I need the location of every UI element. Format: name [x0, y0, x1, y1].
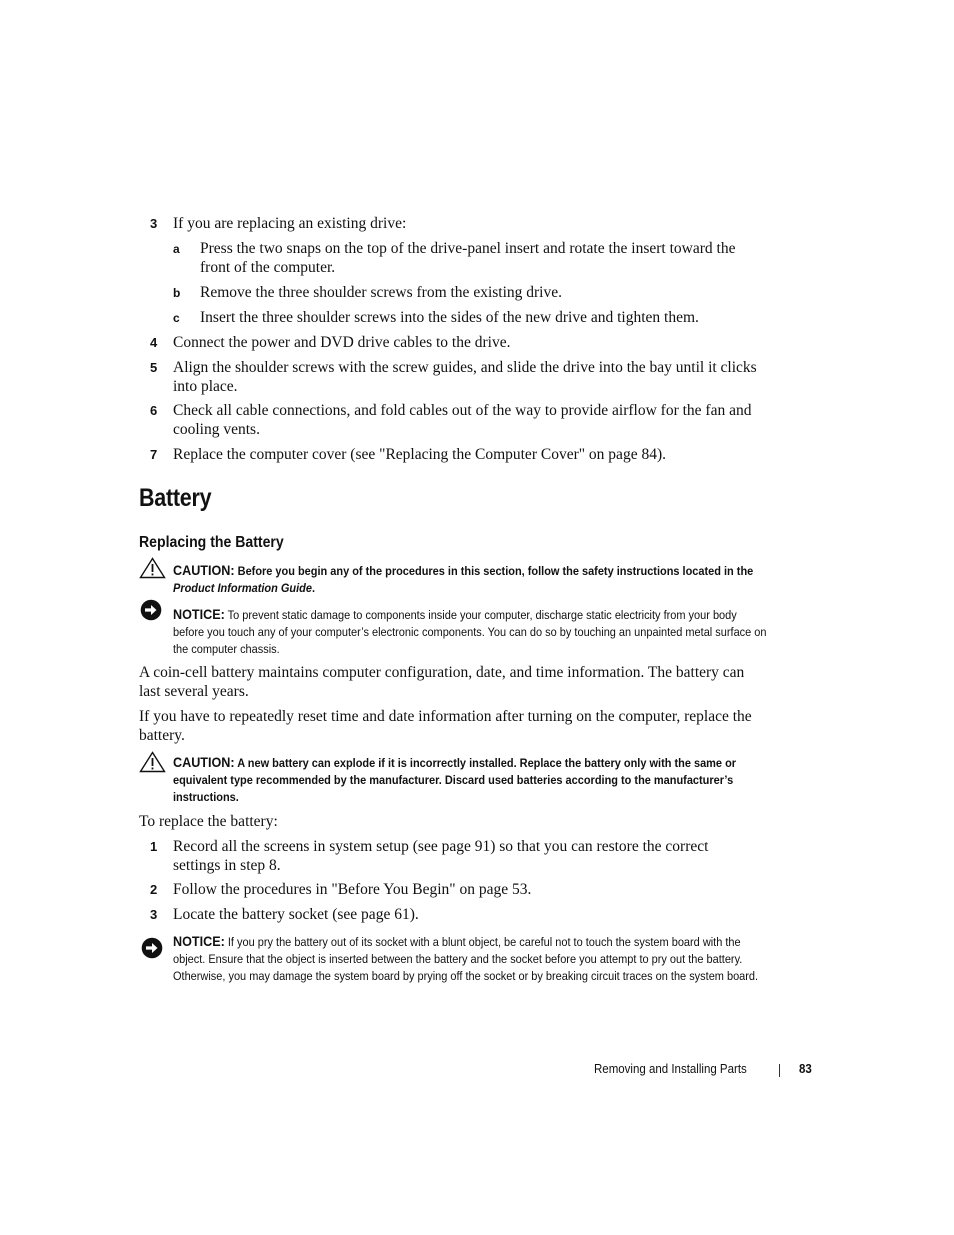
step-number: 3 [150, 216, 158, 231]
footer-separator [779, 1064, 780, 1077]
paragraph: A coin-cell battery maintains computer configuration, date, and time information. The battery can last several years. [139, 664, 745, 700]
step-text: Align the shoulder screws with the screw guides, and slide the drive into the bay until it clicks into place. [173, 359, 757, 395]
step-text: Record all the screens in system setup (see page 91) so that you can restore the correct settings in step 8. [173, 838, 709, 874]
substep-letter: b [173, 286, 181, 300]
intro-text: To replace the battery: [139, 813, 278, 830]
step-number: 3 [150, 907, 158, 922]
substep-letter: c [173, 311, 180, 325]
substep-text: Remove the three shoulder screws from the existing drive. [200, 284, 562, 301]
section-heading: Battery [139, 484, 212, 512]
notice-note [173, 933, 771, 985]
step-number: 7 [150, 447, 158, 462]
step-text: If you are replacing an existing drive: [173, 215, 407, 232]
notice-text: To prevent static damage to components inside your computer, discharge static electricity from your body before you touch any of your computer’s electronic components. You can do so by touching an unpainted metal surface on the computer chassis. [173, 608, 767, 656]
notice-icon [140, 599, 162, 621]
caution-icon [139, 557, 166, 579]
step-text: Follow the procedures in "Before You Begin" on page 53. [173, 881, 532, 898]
step-number: 1 [150, 839, 158, 854]
substep-text: Press the two snaps on the top of the drive-panel insert and rotate the insert toward the front of the computer. [200, 240, 736, 276]
step-text: Check all cable connections, and fold cables out of the way to provide airflow for the fan and cooling vents. [173, 402, 752, 438]
subsection-heading: Replacing the Battery [139, 534, 284, 551]
page-number: 83 [799, 1062, 812, 1076]
caution-end: . [311, 581, 315, 595]
notice-text: If you pry the battery out of its socket with a blunt object, be careful not to touch the system board with the object. Ensure that the object is inserted between the battery and the socket before you attempt to pry out the battery. Otherwise, you may damage the system board by prying off the socket or by breaking circuit traces on the system board. [173, 935, 759, 983]
caution-text: Before you begin any of the procedures in this section, follow the safety instructions located in the [237, 564, 754, 578]
caution-icon [139, 751, 166, 773]
caution-note [173, 754, 771, 806]
caution-text: A new battery can explode if it is incorrectly installed. Replace the battery only with the same or equivalent type recommended by the manufacturer. Discard used batteries according to the manufacturer’s instructions. [173, 756, 737, 804]
step-number: 4 [150, 335, 158, 350]
caution-label: CAUTION: [173, 562, 235, 578]
notice-note [173, 606, 771, 658]
caution-label: CAUTION: [173, 754, 235, 770]
notice-label: NOTICE: [173, 933, 225, 949]
paragraph: If you have to repeatedly reset time and date information after turning on the computer, replace the battery. [139, 708, 752, 744]
notice-label: NOTICE: [173, 606, 225, 622]
step-text: Locate the battery socket (see page 61). [173, 906, 419, 923]
substep-letter: a [173, 242, 180, 256]
substep-text: Insert the three shoulder screws into the sides of the new drive and tighten them. [200, 309, 699, 326]
step-text: Replace the computer cover (see "Replacing the Computer Cover" on page 84). [173, 446, 666, 463]
step-number: 6 [150, 403, 158, 418]
step-text: Connect the power and DVD drive cables to the drive. [173, 334, 511, 351]
guide-title: Product Information Guide [173, 581, 312, 595]
footer-section-title: Removing and Installing Parts [594, 1062, 747, 1076]
caution-note [173, 562, 771, 597]
step-number: 2 [150, 882, 158, 897]
notice-icon [141, 937, 163, 959]
step-number: 5 [150, 360, 158, 375]
